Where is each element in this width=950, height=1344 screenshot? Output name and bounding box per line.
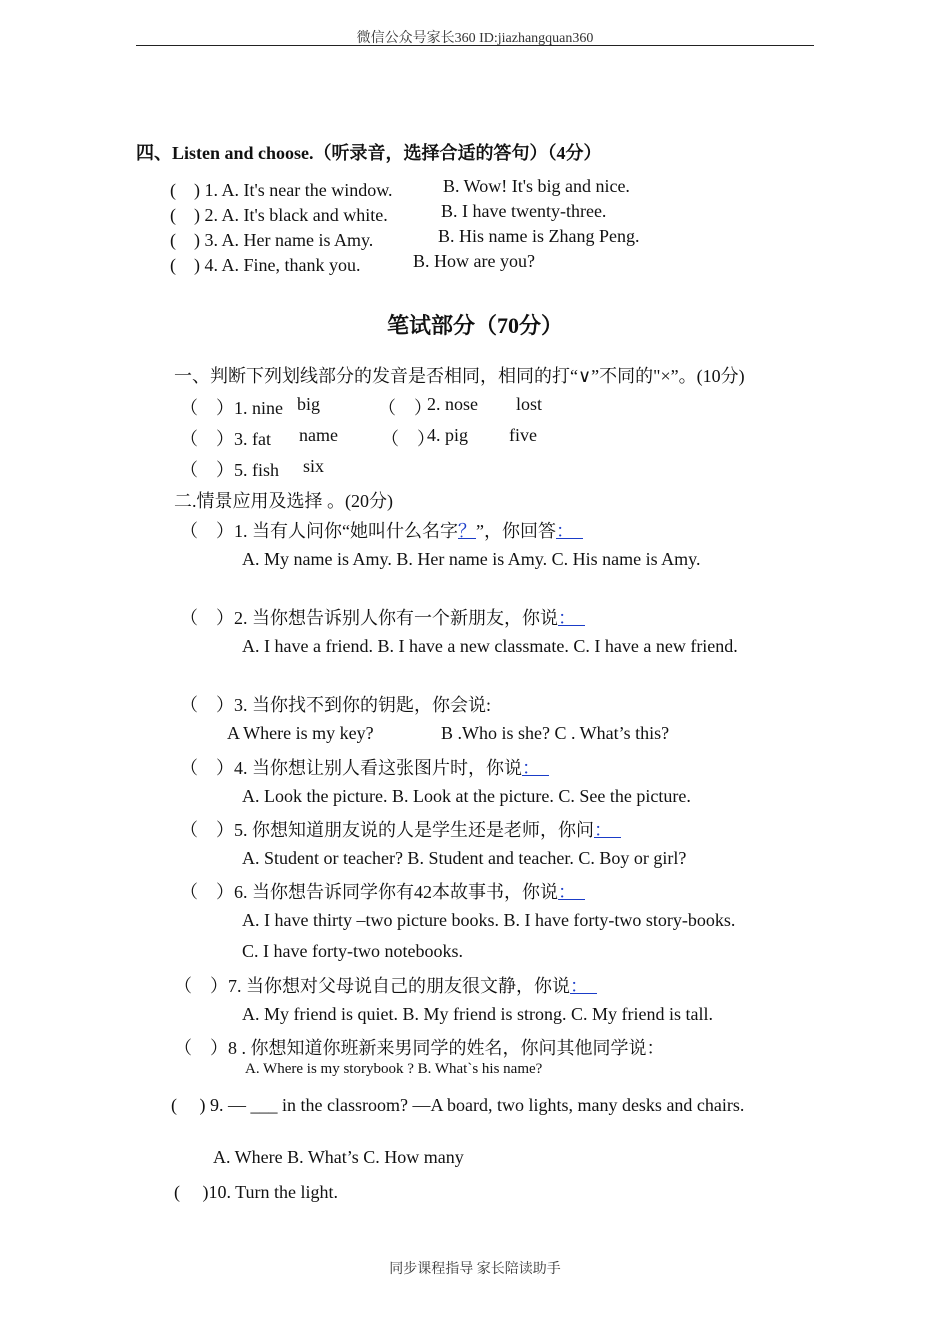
q6-colon: ： — [558, 882, 576, 902]
q2-stem: （ ）2. 当你想告诉别人你有一个新朋友，你说： — [180, 608, 576, 628]
listening-item-3-left: ( ) 3. A. Her name is Amy. — [170, 230, 374, 250]
p1-row2-b: name — [299, 425, 338, 445]
listening-item-4-right: B. How are you? — [413, 251, 535, 271]
q9-stem: ( ) 9. — ___ in the classroom? —A board, two lights, many desks and chairs. — [171, 1095, 745, 1115]
q6-options-line1: A. I have thirty –two picture books. B. I have forty-two story-books. — [242, 910, 736, 930]
p1-row1-c: （ ） — [378, 398, 432, 418]
listening-item-1-right: B. Wow! It's big and nice. — [443, 176, 630, 196]
p1-row2-c: （ ） — [381, 429, 435, 449]
listening-item-2-left: ( ) 2. A. It's black and white. — [170, 205, 388, 225]
q7-stem: （ ）7. 当你想对父母说自己的朋友很文静，你说： — [174, 976, 588, 996]
listening-item-3-right: B. His name is Zhang Peng. — [438, 226, 640, 246]
q5-stem: （ ）5. 你想知道朋友说的人是学生还是老师，你问： — [180, 820, 612, 840]
q10-stem: ( )10. Turn the light. — [174, 1182, 339, 1202]
q2-options: A. I have a friend. B. I have a new classmate. C. I have a new friend. — [242, 636, 738, 656]
q7-colon: ： — [570, 976, 588, 996]
header-rule — [136, 45, 814, 46]
page-footer: 同步课程指导 家长陪读助手 — [389, 1262, 561, 1277]
p1-row2-d: 4. pig — [427, 425, 469, 445]
q1-options: A. My name is Amy. B. Her name is Amy. C. His name is Amy. — [242, 549, 701, 569]
q8-stem: （ ）8 . 你想知道你班新来男同学的姓名，你问其他同学说： — [174, 1038, 665, 1058]
q1-stem: （ ）1. 当有人问你“她叫什么名字？”，你回答： — [180, 521, 574, 541]
q8-options: A. Where is my storybook ? B. What`s his name? — [245, 1061, 543, 1077]
listening-item-4-left: ( ) 4. A. Fine, thank you. — [170, 255, 361, 275]
p1-row2-e: five — [509, 425, 537, 445]
q1-question-mark: ？ — [458, 521, 476, 541]
p1-row1-e: lost — [516, 394, 543, 414]
part1-heading: 一、判断下列划线部分的发音是否相同，相同的打“∨”不同的"×”。(10分) — [174, 366, 745, 386]
listening-heading: 四、Listen and choose.（听录音，选择合适的答句）（4分） — [136, 143, 602, 163]
listening-item-2-right: B. I have twenty-three. — [441, 201, 607, 221]
q4-options: A. Look the picture. B. Look at the picture. C. See the picture. — [242, 786, 691, 806]
q7-options: A. My friend is quiet. B. My friend is strong. C. My friend is tall. — [242, 1004, 713, 1024]
q1-colon: ： — [556, 521, 574, 541]
q9-options: A. Where B. What’s C. How many — [213, 1147, 464, 1167]
q5-colon: ： — [594, 820, 612, 840]
written-part-title: 笔试部分（70分） — [386, 313, 563, 338]
p1-row1-b: big — [297, 394, 321, 414]
p1-row3-a: （ ）5. fish — [180, 460, 279, 480]
q4-stem: （ ）4. 当你想让别人看这张图片时，你说： — [180, 758, 540, 778]
q5-options: A. Student or teacher? B. Student and teacher. C. Boy or girl? — [242, 848, 687, 868]
q6-options-line2: C. I have forty-two notebooks. — [242, 941, 463, 961]
q6-stem: （ ）6. 当你想告诉同学你有42本故事书，你说： — [180, 882, 576, 902]
q2-colon: ： — [558, 608, 576, 628]
p1-row2-a: （ ）3. fat — [180, 429, 271, 449]
p1-row1-a: （ ）1. nine — [180, 398, 283, 418]
part2-heading: 二.情景应用及选择 。(20分) — [174, 491, 393, 511]
p1-row1-d: 2. nose — [427, 394, 478, 414]
q3-stem: （ ）3. 当你找不到你的钥匙，你会说: — [180, 695, 491, 715]
q3-options-bc: B .Who is she? C . What’s this? — [441, 723, 670, 743]
q3-option-a: A Where is my key? — [227, 723, 374, 743]
q4-colon: ： — [522, 758, 540, 778]
listening-item-1-left: ( ) 1. A. It's near the window. — [170, 180, 393, 200]
p1-row3-b: six — [303, 456, 325, 476]
page-header: 微信公众号家长360 ID:jiazhangquan360 — [356, 31, 594, 46]
